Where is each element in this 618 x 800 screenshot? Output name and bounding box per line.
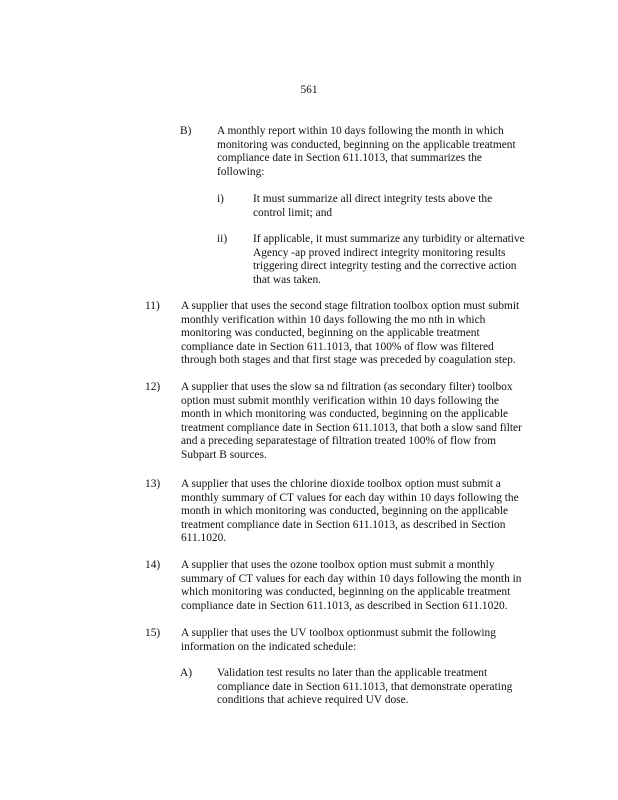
item-text	[181, 381, 543, 463]
text-line: A monthly report within 10 days following the month in which	[217, 125, 504, 137]
text-line: It must summarize all direct integrity tests above the	[253, 193, 493, 205]
text-line: A supplier that uses the second stage filtration toolbox option must submit	[181, 300, 520, 312]
page-number: 561	[300, 84, 318, 96]
text-line: A supplier that uses the slow sa nd filtration (as secondary filter) toolbox	[181, 381, 513, 393]
item-label: 13)	[145, 478, 161, 490]
item-label: ii)	[217, 233, 228, 245]
text-line: following:	[217, 165, 265, 178]
text-line: Validation test results no later than the applicable treatment	[217, 667, 488, 679]
text-line: A supplier that uses the chlorine dioxide toolbox option must submit a	[181, 478, 501, 490]
item-text	[253, 193, 513, 220]
item-label: 15)	[145, 627, 161, 639]
text-line: 611.1020.	[181, 532, 227, 545]
item-text	[181, 627, 511, 654]
item-label: 11)	[145, 300, 160, 312]
item-text	[217, 125, 528, 179]
item-text	[181, 300, 541, 368]
text-line: If applicable, it must summarize any turbidity or alternative	[253, 233, 525, 245]
text-line: monthly verification within 10 days following the mo nth in which	[181, 313, 486, 326]
item-label: A)	[180, 667, 193, 679]
text-line: conditions that achieve required UV dose.	[217, 694, 409, 707]
text-line: through both stages and that first stage was preceded by coagulation step.	[181, 354, 516, 367]
text-line: monthly summary of CT values for each day within 10 days following the	[181, 491, 519, 504]
text-line: Subpart B sources.	[181, 448, 267, 461]
text-line: compliance date in Section 611.1013, that demonstrate operating	[217, 680, 513, 693]
text-line: month in which monitoring was conducted, beginning on the applicable	[181, 505, 509, 518]
text-line: month in which monitoring was conducted, beginning on the applicable	[181, 408, 509, 421]
item-text	[217, 667, 527, 708]
text-line: Agency -ap proved indirect integrity monitoring results	[253, 246, 506, 259]
item-label: i)	[217, 193, 224, 205]
item-text	[181, 559, 543, 613]
text-line: information on the indicated schedule:	[181, 640, 357, 653]
text-line: option must submit monthly verification within 10 days following the	[181, 394, 499, 407]
item-text	[181, 478, 543, 546]
text-line: compliance date in Section 611.1013, that summarizes the	[217, 152, 482, 165]
text-line: treatment compliance date in Section 611.1013, as described in Section	[181, 518, 506, 531]
text-line: monitoring was conducted, beginning on the applicable treatment	[181, 327, 480, 340]
item-text	[253, 233, 535, 287]
item-label: 14)	[145, 559, 161, 571]
text-line: control limit; and	[253, 206, 333, 219]
text-line: and a preceding separatestage of filtration treated 100% of flow from	[181, 435, 497, 448]
text-line: A supplier that uses the UV toolbox optionmust submit the following	[181, 627, 496, 639]
item-label: B)	[180, 125, 192, 137]
item-label: 12)	[145, 381, 161, 393]
text-line: summary of CT values for each day within 10 days following the month in	[181, 572, 522, 585]
text-line: monitoring was conducted, beginning on the applicable treatment	[217, 138, 516, 151]
text-line: compliance date in Section 611.1013, that 100% of flow was filtered	[181, 340, 494, 353]
text-line: triggering direct integrity testing and the corrective action	[253, 260, 517, 273]
text-line: which monitoring was conducted, beginning on the applicable treatment	[181, 586, 511, 599]
text-line: treatment compliance date in Section 611.1013, that both a slow sand filter	[181, 421, 522, 434]
text-line: that was taken.	[253, 273, 322, 286]
text-line: A supplier that uses the ozone toolbox option must submit a monthly	[181, 559, 495, 571]
text-line: compliance date in Section 611.1013, as described in Section 611.1020.	[181, 599, 508, 612]
